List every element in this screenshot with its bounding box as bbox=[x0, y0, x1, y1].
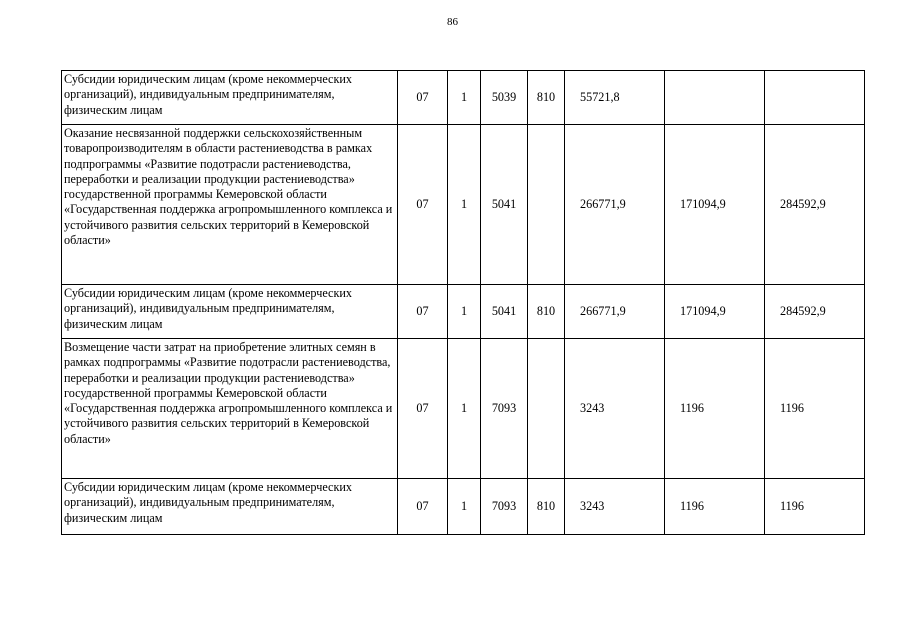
section-code: 07 bbox=[398, 71, 448, 125]
expense-type-code: 810 bbox=[528, 71, 565, 125]
amount-year-2: 1196 bbox=[665, 339, 765, 479]
amount-year-2: 171094,9 bbox=[665, 125, 765, 285]
target-code: 5041 bbox=[481, 285, 528, 339]
row-description: Субсидии юридическим лицам (кроме некоммерческих организаций), индивидуальным предпринимателям, физическим лицам bbox=[62, 285, 398, 339]
expense-type-code bbox=[528, 339, 565, 479]
row-description: Возмещение части затрат на приобретение элитных семян в рамках подпрограммы «Развитие подотрасли растениеводства, переработки и реализации продукции растениеводства» государственной программы Кемеровской области «Государственная поддержка агропромышленного комплекса и устойчивого развития сельских территорий в Кемеровской области» bbox=[62, 339, 398, 479]
amount-year-1: 3243 bbox=[565, 479, 665, 535]
section-code: 07 bbox=[398, 285, 448, 339]
table-row bbox=[62, 71, 865, 125]
subsection-code: 1 bbox=[448, 479, 481, 535]
section-code: 07 bbox=[398, 125, 448, 285]
subsection-code: 1 bbox=[448, 339, 481, 479]
amount-year-2: 171094,9 bbox=[665, 285, 765, 339]
amount-year-2: 1196 bbox=[665, 479, 765, 535]
budget-table bbox=[61, 70, 865, 535]
section-code: 07 bbox=[398, 339, 448, 479]
expense-type-code: 810 bbox=[528, 285, 565, 339]
section-code: 07 bbox=[398, 479, 448, 535]
amount-year-3: 1196 bbox=[765, 479, 865, 535]
table-row bbox=[62, 285, 865, 339]
amount-year-1: 266771,9 bbox=[565, 285, 665, 339]
amount-year-1: 266771,9 bbox=[565, 125, 665, 285]
subsection-code: 1 bbox=[448, 285, 481, 339]
amount-year-3: 1196 bbox=[765, 339, 865, 479]
subsection-code: 1 bbox=[448, 125, 481, 285]
amount-year-3: 284592,9 bbox=[765, 285, 865, 339]
amount-year-1: 55721,8 bbox=[565, 71, 665, 125]
row-description: Субсидии юридическим лицам (кроме некоммерческих организаций), индивидуальным предпринимателям, физическим лицам bbox=[62, 71, 398, 125]
target-code: 5039 bbox=[481, 71, 528, 125]
subsection-code: 1 bbox=[448, 71, 481, 125]
amount-year-2 bbox=[665, 71, 765, 125]
table-row bbox=[62, 339, 865, 479]
row-description: Оказание несвязанной поддержки сельскохозяйственным товаропроизводителям в области растениеводства в рамках подпрограммы «Развитие подотрасли растениеводства, переработки и реализации продукции растениеводства» государственной программы Кемеровской области «Государственная поддержка агропромышленного комплекса и устойчивого развития сельских территорий в Кемеровской области» bbox=[62, 125, 398, 285]
table-row bbox=[62, 479, 865, 535]
target-code: 7093 bbox=[481, 479, 528, 535]
amount-year-3: 284592,9 bbox=[765, 125, 865, 285]
target-code: 5041 bbox=[481, 125, 528, 285]
table-row bbox=[62, 125, 865, 285]
expense-type-code: 810 bbox=[528, 479, 565, 535]
page-number: 86 bbox=[447, 16, 458, 28]
target-code: 7093 bbox=[481, 339, 528, 479]
expense-type-code bbox=[528, 125, 565, 285]
row-description: Субсидии юридическим лицам (кроме некоммерческих организаций), индивидуальным предпринимателям, физическим лицам bbox=[62, 479, 398, 535]
amount-year-1: 3243 bbox=[565, 339, 665, 479]
amount-year-3 bbox=[765, 71, 865, 125]
